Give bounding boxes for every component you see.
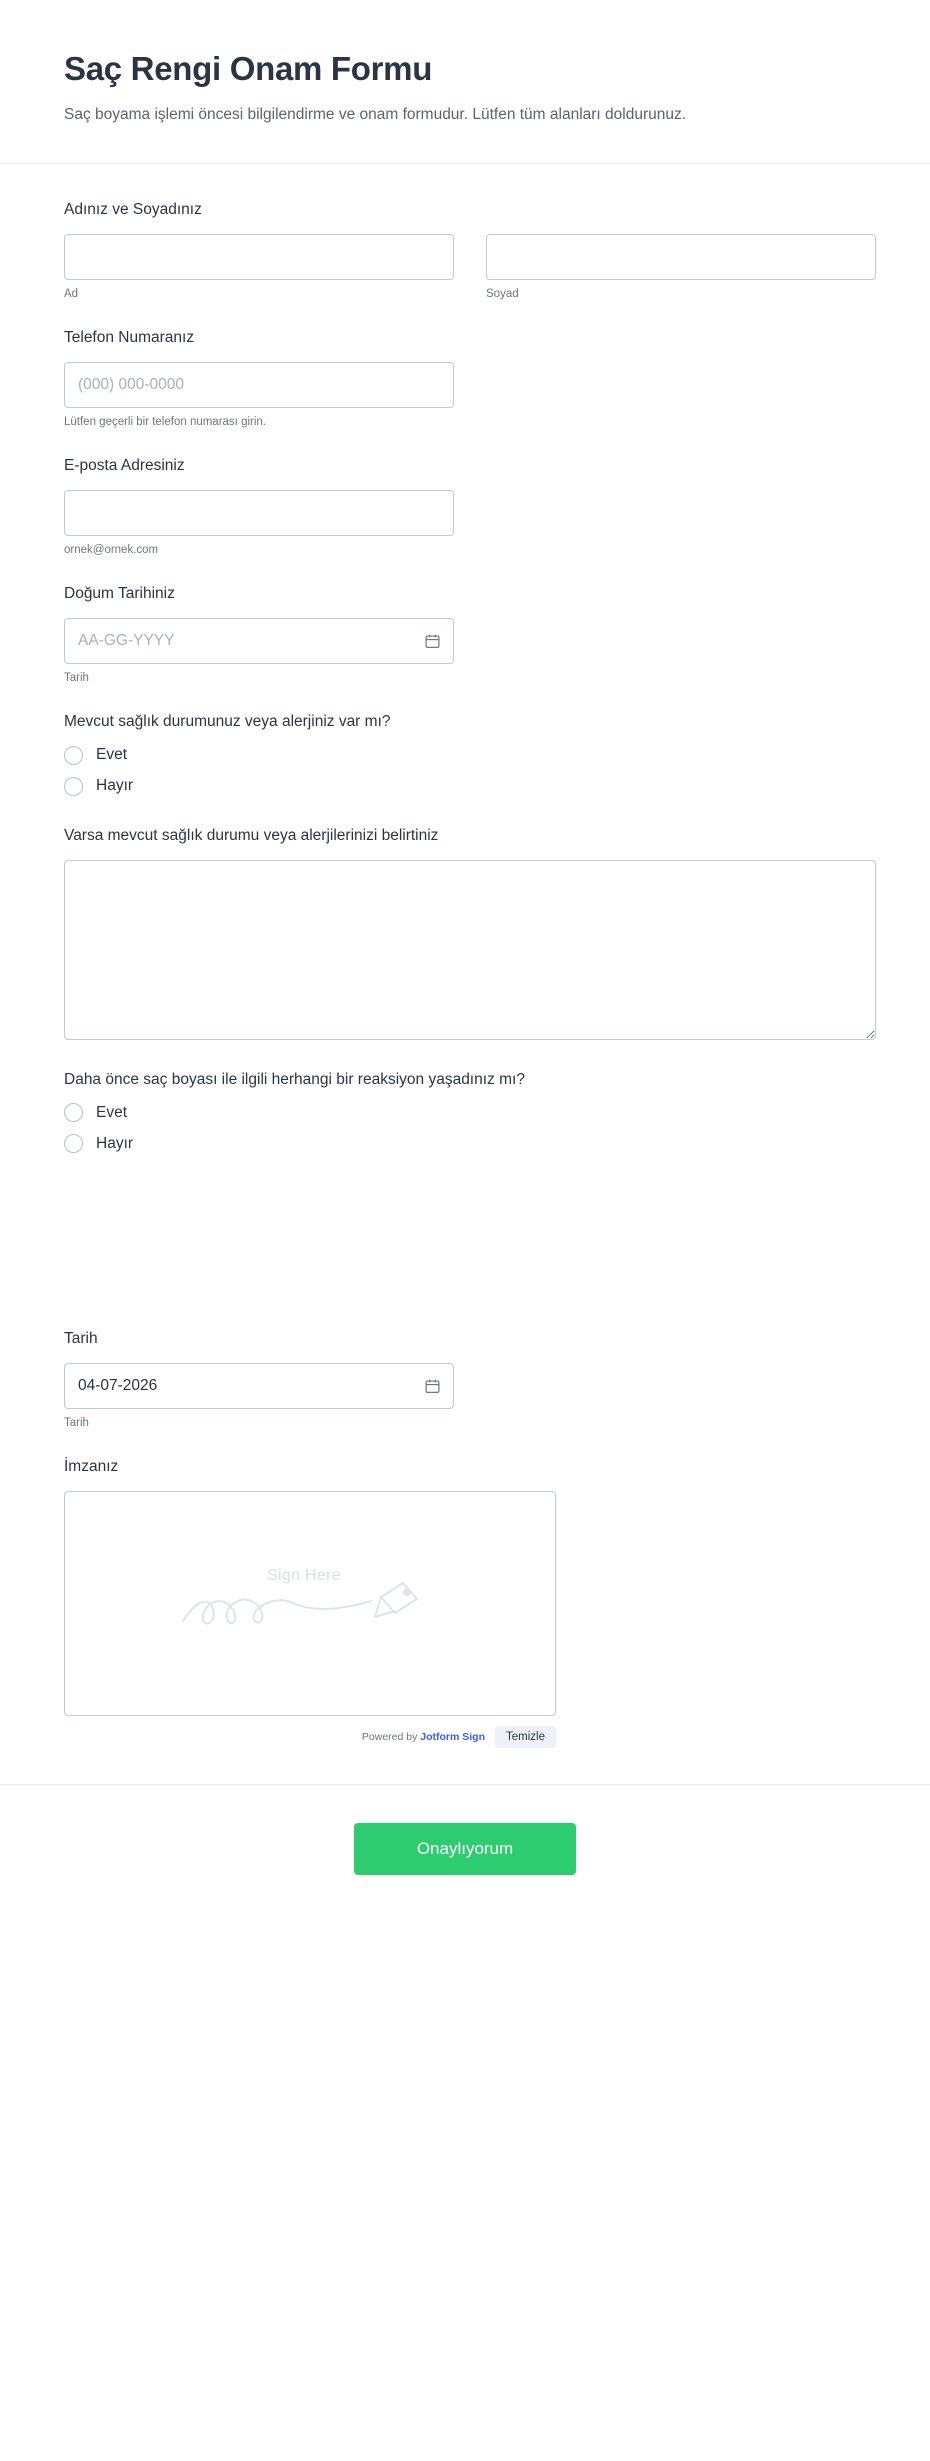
form-body — [0, 164, 930, 1748]
last-name-input[interactable] — [486, 234, 876, 280]
date-input[interactable] — [64, 1363, 454, 1409]
field-phone — [64, 328, 866, 430]
previous-reaction-label: Daha önce saç boyası ile ilgili herhangi bir reaksiyon yaşadınız mı? — [64, 1070, 525, 1088]
health-option-no[interactable] — [64, 777, 866, 796]
sign-here-text: Sign Here — [267, 1566, 341, 1584]
reaction-option-yes[interactable] — [64, 1103, 866, 1122]
field-health-detail — [64, 826, 866, 1040]
reaction-option-no[interactable] — [64, 1134, 866, 1153]
first-name-input[interactable] — [64, 234, 454, 280]
field-signature — [64, 1457, 866, 1748]
clear-signature-button[interactable]: Temizle — [495, 1726, 556, 1748]
signature-footer — [64, 1726, 556, 1748]
date-label: Tarih — [64, 1330, 98, 1348]
signature-label: İmzanız — [64, 1458, 119, 1476]
phone-sublabel: Lütfen geçerli bir telefon numarası girin. — [64, 416, 266, 429]
health-detail-label: Varsa mevcut sağlık durumu veya alerjilerinizi belirtiniz — [64, 826, 439, 844]
field-birthdate — [64, 584, 866, 686]
field-health-condition — [64, 712, 866, 796]
first-name-sublabel: Ad — [64, 288, 79, 301]
phone-label: Telefon Numaranız — [64, 329, 195, 347]
date-sublabel: Tarih — [64, 1417, 89, 1430]
powered-by-text — [362, 1731, 485, 1743]
radio-icon[interactable] — [64, 746, 83, 765]
full-name-inputs — [64, 234, 866, 302]
health-condition-label: Mevcut sağlık durumunuz veya alerjiniz var mı? — [64, 712, 391, 730]
powered-by-prefix: Powered by — [361, 1731, 421, 1744]
email-label: E-posta Adresiniz — [64, 456, 185, 474]
phone-input[interactable] — [64, 362, 454, 408]
form-footer — [0, 1784, 930, 1935]
reaction-option-yes-label: Evet — [96, 1104, 128, 1122]
birthdate-sublabel: Tarih — [64, 671, 89, 684]
health-detail-textarea[interactable] — [64, 860, 876, 1040]
radio-icon[interactable] — [64, 1134, 83, 1153]
last-name-sublabel: Soyad — [486, 288, 519, 301]
health-option-yes-label: Evet — [96, 746, 128, 764]
submit-button[interactable]: Onaylıyorum — [354, 1823, 576, 1875]
signature-placeholder — [175, 1559, 445, 1649]
birthdate-label: Doğum Tarihiniz — [64, 584, 175, 602]
field-full-name — [64, 200, 866, 302]
field-previous-reaction — [64, 1070, 866, 1154]
first-name-column — [64, 234, 454, 302]
birthdate-input-wrap — [64, 618, 454, 664]
last-name-column — [486, 234, 876, 302]
powered-by-brand: Jotform Sign — [420, 1731, 486, 1744]
spacer — [64, 1179, 866, 1329]
radio-icon[interactable] — [64, 1103, 83, 1122]
date-input-wrap — [64, 1363, 454, 1409]
email-input[interactable] — [64, 490, 454, 536]
full-name-label: Adınız ve Soyadınız — [64, 201, 202, 219]
reaction-option-no-label: Hayır — [96, 1135, 134, 1153]
radio-icon[interactable] — [64, 777, 83, 796]
signature-pad[interactable] — [64, 1491, 556, 1716]
field-email — [64, 456, 866, 558]
health-option-yes[interactable] — [64, 746, 866, 765]
field-date — [64, 1329, 866, 1431]
email-sublabel: ornek@ornek.com — [64, 543, 159, 556]
health-option-no-label: Hayır — [96, 777, 134, 795]
birthdate-input[interactable] — [64, 618, 454, 664]
form-subtitle: Saç boyama işlemi öncesi bilgilendirme ve onam formudur. Lütfen tüm alanları doldurunuz. — [64, 106, 687, 124]
page-title: Saç Rengi Onam Formu — [64, 50, 433, 87]
form-header — [0, 0, 930, 164]
